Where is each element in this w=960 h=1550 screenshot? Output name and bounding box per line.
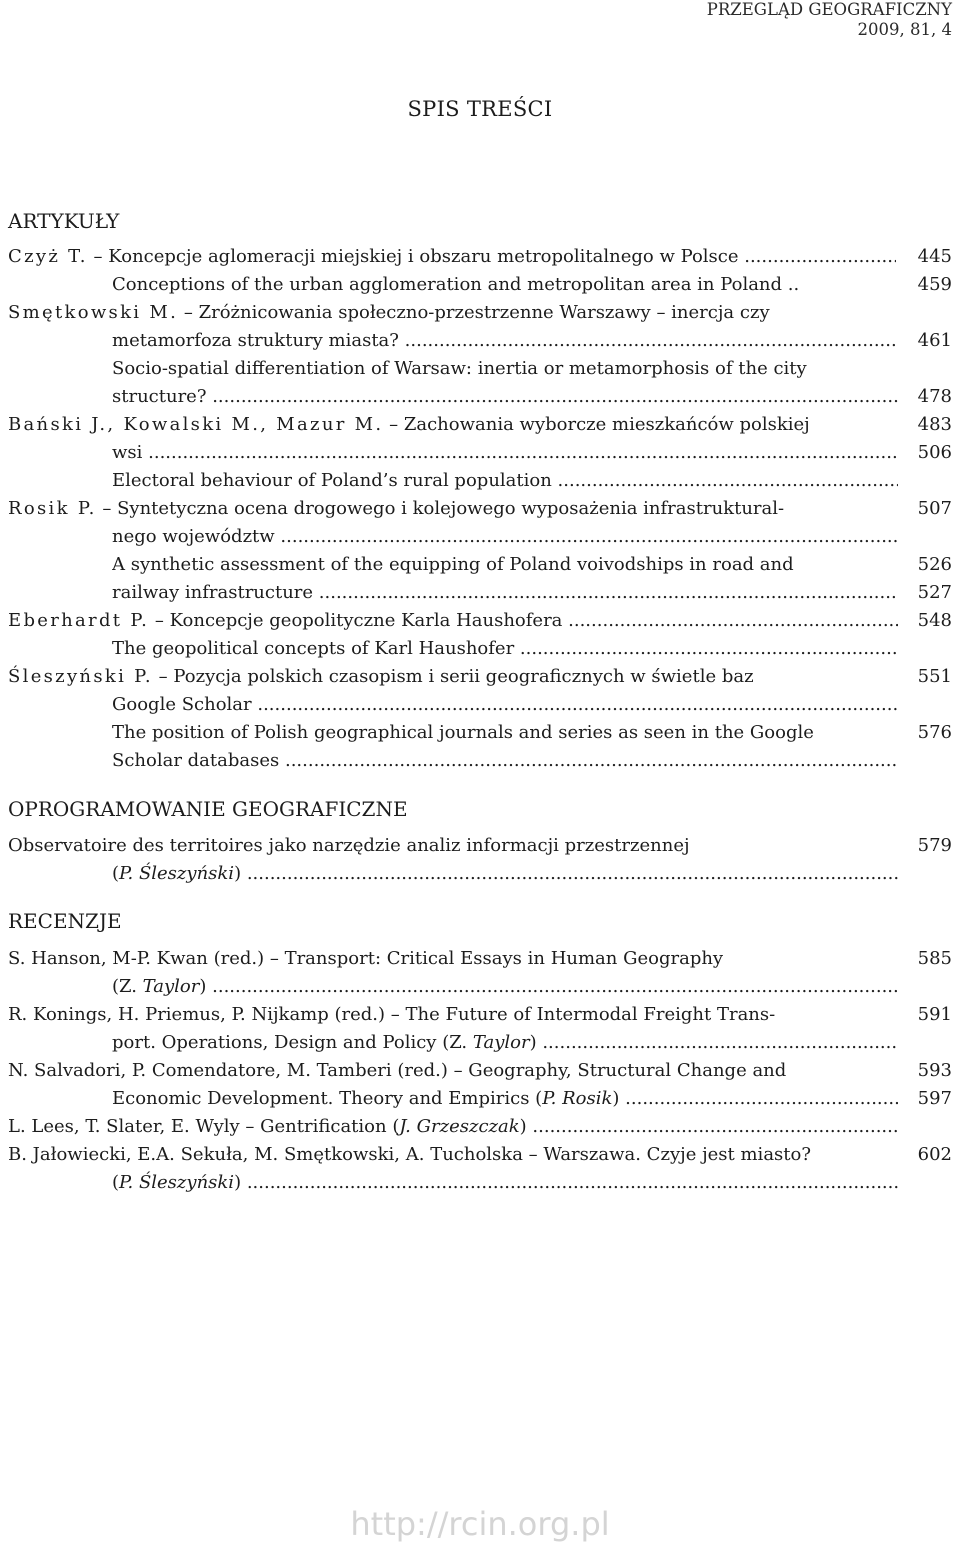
paren: ( bbox=[112, 863, 120, 884]
journal-issue: 2009, 81, 4 bbox=[857, 20, 952, 39]
title: Observatoire des territoires jako narzędzie analiz informacji przestrzennej bbox=[8, 835, 690, 856]
toc-entry-sleszynski-en[interactable] bbox=[112, 719, 900, 747]
reviewer: Taylor bbox=[142, 976, 200, 997]
toc-entry-jalowiecki-cont[interactable] bbox=[112, 1169, 898, 1197]
title: Google Scholar bbox=[112, 694, 252, 715]
reviewer: P. Śleszyński bbox=[119, 1172, 235, 1193]
page-number: 548 bbox=[917, 610, 952, 631]
toc-entry-czyz-en[interactable] bbox=[112, 271, 898, 299]
toc-entry-rosik-en[interactable] bbox=[112, 551, 900, 579]
title: port. Operations, Design and Policy (Z. bbox=[112, 1032, 473, 1053]
author: Czyż T. bbox=[8, 246, 88, 267]
paren: ) bbox=[234, 863, 242, 884]
page-number: 579 bbox=[917, 835, 952, 856]
title: L. Lees, T. Slater, E. Wyly – Gentrification ( bbox=[8, 1116, 400, 1137]
author: Smętkowski M. bbox=[8, 302, 179, 323]
toc-entry-sleszynski-en-cont[interactable] bbox=[112, 747, 898, 775]
page-number: 551 bbox=[917, 666, 952, 687]
paren: ) bbox=[529, 1032, 537, 1053]
reviewer: J. Grzeszczak bbox=[399, 1116, 520, 1137]
title: – Zróżnicowania społeczno-przestrzenne Warszawy – inercja czy bbox=[183, 302, 770, 323]
page-number: 461 bbox=[917, 330, 952, 351]
toc-entry-salvadori[interactable] bbox=[8, 1057, 900, 1085]
toc-entry-rosik-en-cont[interactable] bbox=[112, 579, 898, 607]
title: The position of Polish geographical journals and series as seen in the Google bbox=[112, 722, 814, 743]
title: metamorfoza struktury miasta? bbox=[112, 330, 399, 351]
page-number: 506 bbox=[917, 442, 952, 463]
toc-entry-hanson[interactable] bbox=[8, 945, 900, 973]
toc-entry-czyz-pl[interactable] bbox=[8, 243, 896, 271]
toc-entry-banski-pl-cont[interactable] bbox=[112, 439, 898, 467]
toc-entry-smetkowski-pl-cont[interactable] bbox=[112, 327, 898, 355]
toc-entry-salvadori-cont[interactable] bbox=[112, 1085, 898, 1113]
title: B. Jałowiecki, E.A. Sekuła, M. Smętkowski, A. Tucholska – Warszawa. Czyje jest miasto? bbox=[8, 1144, 812, 1165]
toc-entry-rosik-pl[interactable] bbox=[8, 495, 900, 523]
title: railway infrastructure bbox=[112, 582, 314, 603]
toc-entry-konings[interactable] bbox=[8, 1001, 900, 1029]
toc-entry-hanson-cont[interactable] bbox=[112, 973, 898, 1001]
author: Eberhardt P. bbox=[8, 610, 150, 631]
paren: (Z. bbox=[112, 976, 143, 997]
title: – Syntetyczna ocena drogowego i kolejowego wyposażenia infrastruktural- bbox=[102, 498, 785, 519]
toc-entry-observatoire[interactable] bbox=[8, 832, 900, 860]
section-heading-articles: ARTYKUŁY bbox=[8, 209, 120, 233]
reviewer: Taylor bbox=[472, 1032, 530, 1053]
page-number: 597 bbox=[917, 1088, 952, 1109]
toc-entry-sleszynski-pl[interactable] bbox=[8, 663, 900, 691]
reviewer: P. Śleszyński bbox=[119, 863, 235, 884]
paren: ) bbox=[519, 1116, 527, 1137]
page-number: 593 bbox=[917, 1060, 952, 1081]
page-number: 602 bbox=[917, 1144, 952, 1165]
page-number: 576 bbox=[917, 722, 952, 743]
toc-entry-jalowiecki[interactable] bbox=[8, 1141, 904, 1169]
toc-entry-lees[interactable] bbox=[8, 1113, 898, 1141]
toc-title: SPIS TREŚCI bbox=[407, 97, 553, 121]
toc-entry-banski-en[interactable] bbox=[112, 467, 898, 495]
toc-entry-smetkowski-en-cont[interactable] bbox=[112, 383, 898, 411]
page-number: 527 bbox=[917, 582, 952, 603]
paren: ( bbox=[112, 1172, 120, 1193]
page-number: 585 bbox=[917, 948, 952, 969]
page-number: 483 bbox=[917, 414, 952, 435]
page-number: 459 bbox=[917, 274, 952, 295]
title: – Koncepcje aglomeracji miejskiej i obszaru metropolitalnego w Polsce bbox=[93, 246, 739, 267]
title: – Koncepcje geopolityczne Karla Haushofera bbox=[154, 610, 563, 631]
title: nego województw bbox=[112, 526, 275, 547]
author: Śleszyński P. bbox=[8, 666, 153, 687]
paren: ) bbox=[199, 976, 207, 997]
toc-entry-smetkowski-pl[interactable] bbox=[8, 299, 900, 327]
toc-entry-sleszynski-pl-cont[interactable] bbox=[112, 691, 898, 719]
title: The geopolitical concepts of Karl Haushofer bbox=[112, 638, 515, 659]
paren: ) bbox=[234, 1172, 242, 1193]
page-number: 507 bbox=[917, 498, 952, 519]
title: structure? bbox=[112, 386, 207, 407]
toc-entry-eberhardt-pl[interactable] bbox=[8, 607, 898, 635]
title: A synthetic assessment of the equipping of Poland voivodships in road and bbox=[112, 554, 794, 575]
title: Electoral behaviour of Poland’s rural population bbox=[112, 470, 552, 491]
title: N. Salvadori, P. Comendatore, M. Tamberi (red.) – Geography, Structural Change and bbox=[8, 1060, 787, 1081]
paren: ) bbox=[612, 1088, 620, 1109]
section-heading-reviews: RECENZJE bbox=[8, 909, 122, 933]
author: Bański J., Kowalski M., Mazur M. bbox=[8, 414, 384, 435]
page-number: 591 bbox=[917, 1004, 952, 1025]
title: R. Konings, H. Priemus, P. Nijkamp (red.) – The Future of Intermodal Freight Trans- bbox=[8, 1004, 776, 1025]
toc-entry-banski-pl[interactable] bbox=[8, 411, 900, 439]
section-heading-software: OPROGRAMOWANIE GEOGRAFICZNE bbox=[8, 797, 408, 821]
toc-entry-eberhardt-en[interactable] bbox=[112, 635, 898, 663]
journal-name: PRZEGLĄD GEOGRAFICZNY bbox=[706, 0, 952, 19]
title: Scholar databases bbox=[112, 750, 280, 771]
toc-entry-konings-cont[interactable] bbox=[112, 1029, 898, 1057]
title: Socio-spatial differentiation of Warsaw: inertia or metamorphosis of the city bbox=[112, 358, 807, 379]
journal-header bbox=[707, 0, 952, 40]
toc-entry-observatoire-cont[interactable] bbox=[112, 860, 898, 888]
reviewer: P. Rosik bbox=[542, 1088, 613, 1109]
page-number: 526 bbox=[917, 554, 952, 575]
toc-entry-smetkowski-en[interactable] bbox=[112, 355, 900, 383]
page-number: 445 bbox=[917, 246, 952, 267]
title: Economic Development. Theory and Empirics ( bbox=[112, 1088, 543, 1109]
title: wsi bbox=[112, 442, 143, 463]
watermark: http://rcin.org.pl bbox=[350, 1505, 610, 1543]
author: Rosik P. bbox=[8, 498, 97, 519]
toc-entry-rosik-pl-cont[interactable] bbox=[112, 523, 898, 551]
title: S. Hanson, M-P. Kwan (red.) – Transport: Critical Essays in Human Geography bbox=[8, 948, 724, 969]
title: Conceptions of the urban agglomeration and metropolitan area in Poland .. bbox=[112, 274, 800, 295]
page-number: 478 bbox=[917, 386, 952, 407]
title: – Pozycja polskich czasopism i serii geograficznych w świetle baz bbox=[158, 666, 754, 687]
title: – Zachowania wyborcze mieszkańców polskiej bbox=[389, 414, 810, 435]
